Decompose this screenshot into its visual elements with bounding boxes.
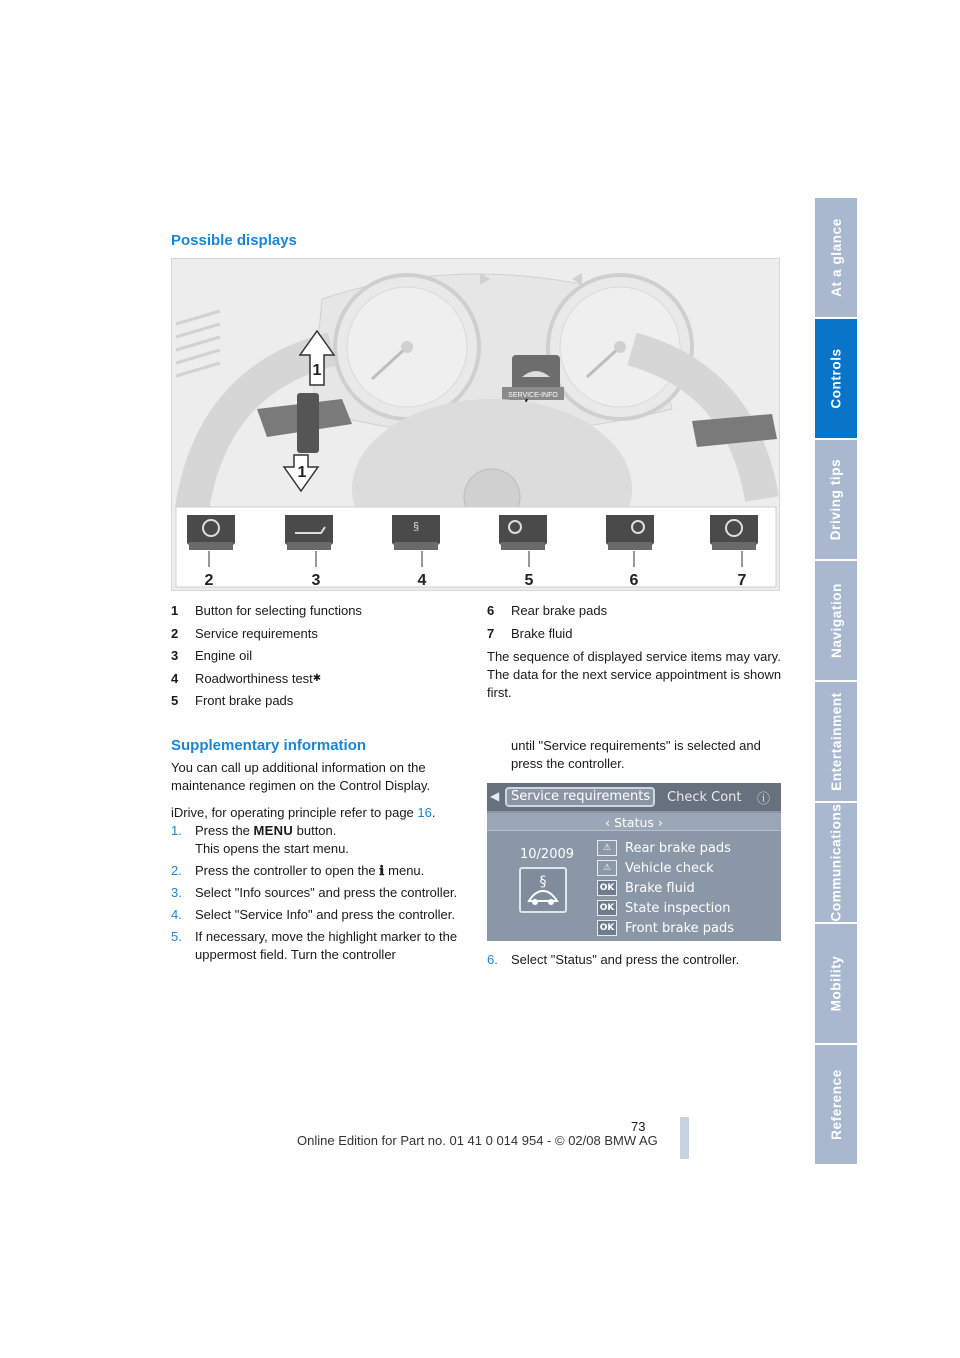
legend-item: 1 Button for selecting functions: [171, 603, 362, 618]
service-item[interactable]: OK Front brake pads: [597, 918, 734, 938]
chapter-tab-at-a-glance[interactable]: At a glance: [815, 198, 857, 317]
service-item[interactable]: ⚠ Vehicle check: [597, 858, 734, 878]
warning-icon: ⚠: [597, 860, 617, 876]
warning-icon: ⚠: [597, 840, 617, 856]
tab-check-control[interactable]: Check Cont: [667, 790, 742, 805]
chapter-tab-communications[interactable]: Communications: [815, 803, 857, 922]
legend-item: 4 Roadworthiness test ✱: [171, 668, 461, 691]
legend-item: 3 Engine oil: [171, 648, 253, 663]
service-item[interactable]: OK State inspection: [597, 898, 734, 918]
svg-text:§: §: [539, 874, 547, 890]
info-icon: ℹ: [379, 863, 385, 878]
callout-5: 5: [524, 572, 534, 589]
info-icon: ⓘ: [757, 791, 771, 806]
service-info-label: SERVICE-INFO: [508, 392, 558, 399]
callout-2: 2: [204, 572, 214, 589]
roadworthiness-icon: [519, 867, 567, 913]
arrow-left-icon: ◀: [490, 789, 500, 803]
tab-service-requirements[interactable]: Service requirements: [505, 787, 655, 807]
legend-left: [171, 600, 461, 713]
step-item: 5. If necessary, move the highlight marker to the uppermost field. Turn the controller: [171, 929, 458, 962]
chapter-tab-driving-tips[interactable]: Driving tips: [815, 440, 857, 559]
step-item: 6. Select "Status" and press the controller.: [487, 952, 740, 967]
chapter-tab-entertainment[interactable]: Entertainment: [815, 682, 857, 801]
legend-right: [487, 600, 782, 645]
legend-item: 5 Front brake pads: [171, 693, 294, 708]
callout-1-down: 1: [297, 464, 307, 481]
supplementary-intro: You can call up additional information on the maintenance regimen on the Control Display.: [171, 760, 431, 793]
ok-badge: OK: [597, 920, 617, 936]
instrument-cluster-illustration: [172, 259, 780, 591]
legend-item: 6 Rear brake pads: [487, 603, 608, 618]
service-date: 10/2009: [520, 847, 575, 862]
step-item: 2. Press the controller to open the ℹ menu.: [171, 863, 425, 878]
idrive-reference: iDrive, for operating principle refer to page 16.: [171, 805, 436, 820]
control-display-screen: [487, 783, 781, 941]
step-6: [487, 951, 782, 973]
chapter-tab-controls[interactable]: Controls: [815, 319, 857, 438]
callout-6: 6: [629, 572, 639, 589]
service-item[interactable]: ⚠ Rear brake pads: [597, 838, 734, 858]
chapter-tabs: [815, 198, 857, 1166]
chapter-tab-mobility[interactable]: Mobility: [815, 924, 857, 1043]
callout-3: 3: [311, 572, 321, 589]
chapter-tab-reference[interactable]: Reference: [815, 1045, 857, 1164]
chapter-tab-navigation[interactable]: Navigation: [815, 561, 857, 680]
service-items-list: [597, 838, 734, 938]
sequence-note: The sequence of displayed service items may vary. The data for the next service appointment is shown first.: [487, 649, 782, 700]
steps-list: [171, 822, 466, 968]
page-number: 73: [631, 1119, 646, 1134]
footer-text: Online Edition for Part no. 01 41 0 014 954 - © 02/08 BMW AG: [297, 1133, 658, 1148]
step-5-continuation: until "Service requirements" is selected and press the controller.: [511, 738, 761, 771]
section-title-supplementary-information: Supplementary information: [171, 737, 367, 754]
callout-7: 7: [737, 572, 747, 589]
callout-1-up: 1: [312, 362, 322, 379]
ok-badge: OK: [597, 900, 617, 916]
legend-item: 2 Service requirements: [171, 625, 318, 641]
svg-text:§: §: [412, 521, 420, 533]
footer-bar: [680, 1117, 689, 1159]
callout-4: 4: [417, 572, 427, 589]
status-selector[interactable]: ‹ Status ›: [605, 815, 663, 830]
step-item: 3. Select "Info sources" and press the controller.: [171, 885, 458, 900]
instrument-cluster-figure: [171, 258, 780, 591]
step-item: 4. Select "Service Info" and press the controller.: [171, 907, 455, 922]
service-item[interactable]: OK Brake fluid: [597, 878, 734, 898]
legend-item: 7 Brake fluid: [487, 625, 573, 641]
menu-button-label: MENU: [253, 823, 294, 838]
ok-badge: OK: [597, 880, 617, 896]
section-title-possible-displays: Possible displays: [171, 232, 297, 249]
step-item: 1. Press the MENU button. This opens the start menu.: [171, 823, 349, 856]
page-link[interactable]: 16: [417, 805, 432, 820]
optional-equipment-star: ✱: [312, 672, 322, 684]
